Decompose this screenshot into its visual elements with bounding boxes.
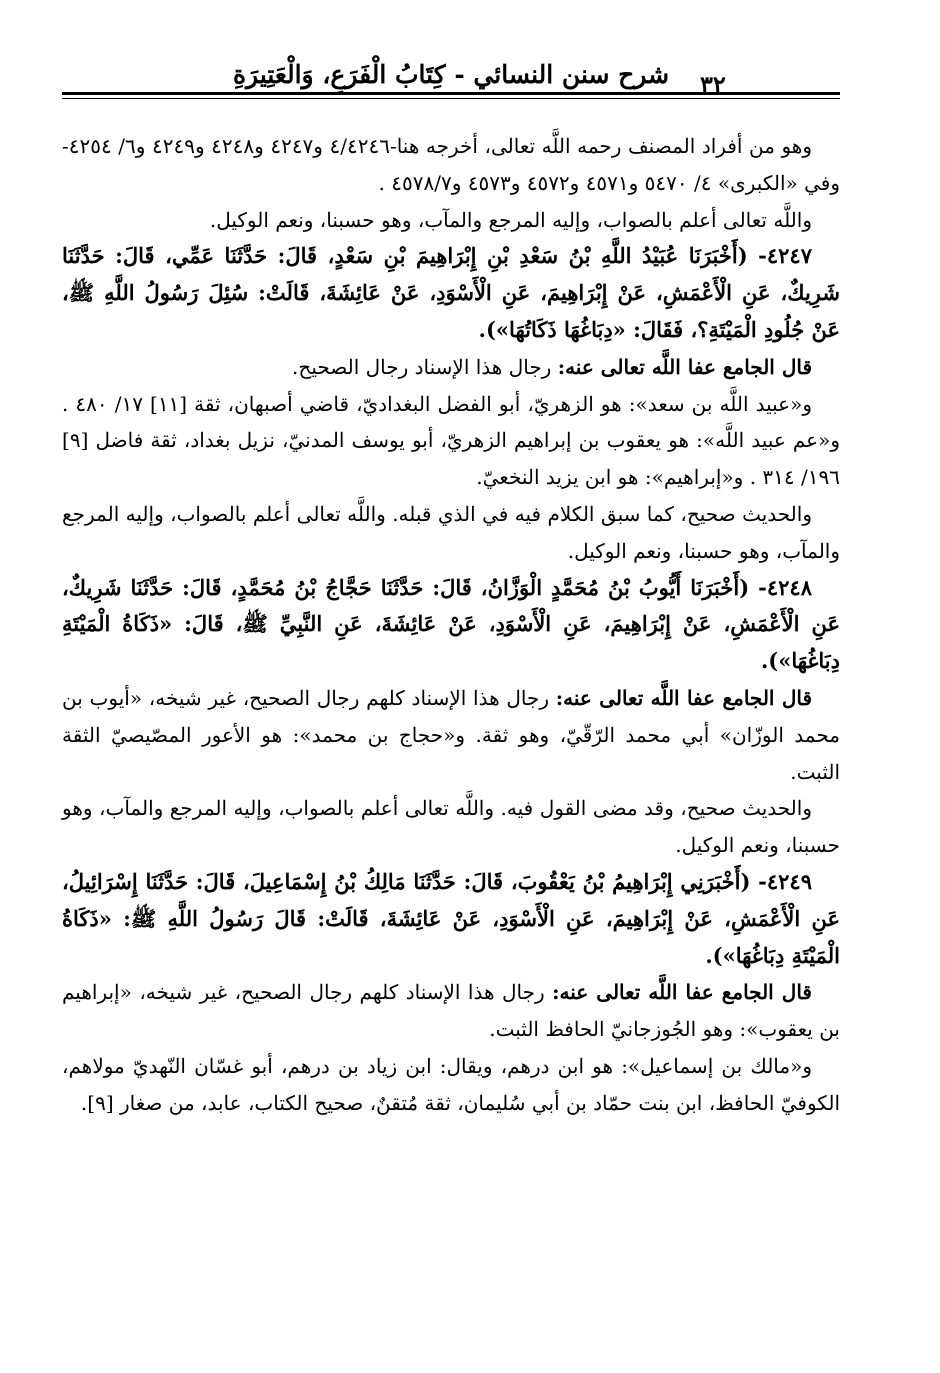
text-paragraph: والحديث صحيح، كما سبق الكلام فيه في الذي قبله. واللَّه تعالى أعلم بالصواب، وإليه المرجع والمآب، وهو حسبنا، ونعم الوكيل. <box>62 501 840 563</box>
commentary-text: رجال هذا الإسناد كلهم رجال الصحيح، غير شيخه، «إبراهيم بن يعقوب»: وهو الجُوزجانيّ الحافظ الثبت. <box>62 980 840 1042</box>
hadith-paragraph: ٤٢٤٩- (أَخْبَرَنِي إِبْرَاهِيمُ بْنُ يَعْقُوبَ، قَالَ: حَدَّثَنَا مَالِكُ بْنُ إِسْمَاعِيلَ، قَالَ: حَدَّثَنَا إِسْرَائِيلُ، عَنِ الْأَعْمَشِ، عَنْ إِبْرَاهِيمَ، عَنِ الْأَسْوَدِ، عَنْ عَائِشَةَ، قَالَتْ: قَالَ رَسُولُ اللَّهِ ﷺ: «ذَكَاةُ الْمَيْتَةِ دِبَاغُهَا»). <box>62 868 840 968</box>
hadith-paragraph: ٤٢٤٧- (أَخْبَرَنَا عُبَيْدُ اللَّهِ بْنُ سَعْدِ بْنِ إِبْرَاهِيمَ بْنِ سَعْدٍ، قَالَ: حَدَّثَنَا عَمِّي، قَالَ: حَدَّثَنَا شَرِيكٌ، عَنِ الْأَعْمَشِ، عَنْ إِبْرَاهِيمَ، عَنِ الْأَسْوَدِ، عَنْ عَائِشَةَ، قَالَتْ: سُئِلَ رَسُولُ اللَّهِ ﷺ، عَنْ جُلُودِ الْمَيْتَةِ؟، فَقَالَ: «دِبَاغُهَا ذَكَاتُهَا»). <box>62 243 840 342</box>
commentary-paragraph <box>62 680 840 790</box>
page-body <box>62 128 840 1122</box>
commentary-label: قال الجامع عفا اللَّه تعالى عنه: <box>557 354 812 379</box>
text-paragraph: و«عبيد اللَّه بن سعد»: هو الزهريّ، أبو الفضل البغداديّ، قاضي أصبهان، ثقة [١١] ١٧/ ٤٨٠ . و«عم عبيد اللَّه»: هو يعقوب بن إبراهيم الزهريّ، أبو يوسف المدنيّ، نزيل بغداد، ثقة فاضل [٩] ١٩٦/ ٣١٤ . و«إبراهيم»: هو ابن يزيد النخعيّ. <box>62 391 840 490</box>
commentary-paragraph <box>62 349 840 386</box>
commentary-label: قال الجامع عفا اللَّه تعالى عنه: <box>552 980 812 1005</box>
text-paragraph: والحديث صحيح، وقد مضى القول فيه. واللَّه تعالى أعلم بالصواب، وإليه المرجع والمآب، وهو حسبنا، ونعم الوكيل. <box>62 796 840 858</box>
running-title: شرح سنن النسائي - كِتَابُ الْفَرَعِ، وَالْعَتِيرَةِ <box>232 60 670 89</box>
commentary-text: رجال هذا الإسناد رجال الصحيح. <box>292 354 558 379</box>
commentary-label: قال الجامع عفا اللَّه تعالى عنه: <box>555 685 813 710</box>
text-paragraph: واللَّه تعالى أعلم بالصواب، وإليه المرجع والمآب، وهو حسبنا، ونعم الوكيل. <box>209 207 812 232</box>
text-paragraph: وهو من أفراد المصنف رحمه اللَّه تعالى، أخرجه هنا-٤/٤٢٤٦ و٤٢٤٧ و٤٢٤٨ و٤٢٤٩ و٦/ ٤٢٥٤- وفي «الكبرى» ٤/ ٥٤٧٠ و٤٥٧١ و٤٥٧٢ و٤٥٧٣ و٤٥٧٨/٧ . <box>62 134 840 195</box>
hadith-paragraph: ٤٢٤٨- (أَخْبَرَنَا أَيُّوبُ بْنُ مُحَمَّدٍ الْوَزَّانُ، قَالَ: حَدَّثَنَا حَجَّاجُ بْنُ مُحَمَّدٍ، قَالَ: حَدَّثَنَا شَرِيكٌ، عَنِ الْأَعْمَشِ، عَنْ إِبْرَاهِيمَ، عَنِ الْأَسْوَدِ، عَنْ عَائِشَةَ، عَنِ النَّبِيِّ ﷺ، قَالَ: «ذَكَاةُ الْمَيْتَةِ دِبَاغُهَا»). <box>62 574 840 674</box>
commentary-paragraph <box>62 974 840 1048</box>
page-number: ٣٢ <box>700 70 726 99</box>
text-paragraph: و«مالك بن إسماعيل»: هو ابن درهم، ويقال: ابن زياد بن درهم، أبو غسّان النّهديّ مولاهم، الكوفيّ الحافظ، ابن بنت حمّاد بن أبي سُليمان، ثقة مُتقنٌ، صحيح الكتاب، عابد، من صغار [٩]. <box>62 1053 840 1115</box>
commentary-text: رجال هذا الإسناد كلهم رجال الصحيح، غير شيخه، «أيوب بن محمد الوزّان» أبي محمد الرّقّيّ، وهو ثقة. و«حجاج بن محمد»: هو الأعور المصّيصيّ الثقة الثبت. <box>62 685 840 784</box>
